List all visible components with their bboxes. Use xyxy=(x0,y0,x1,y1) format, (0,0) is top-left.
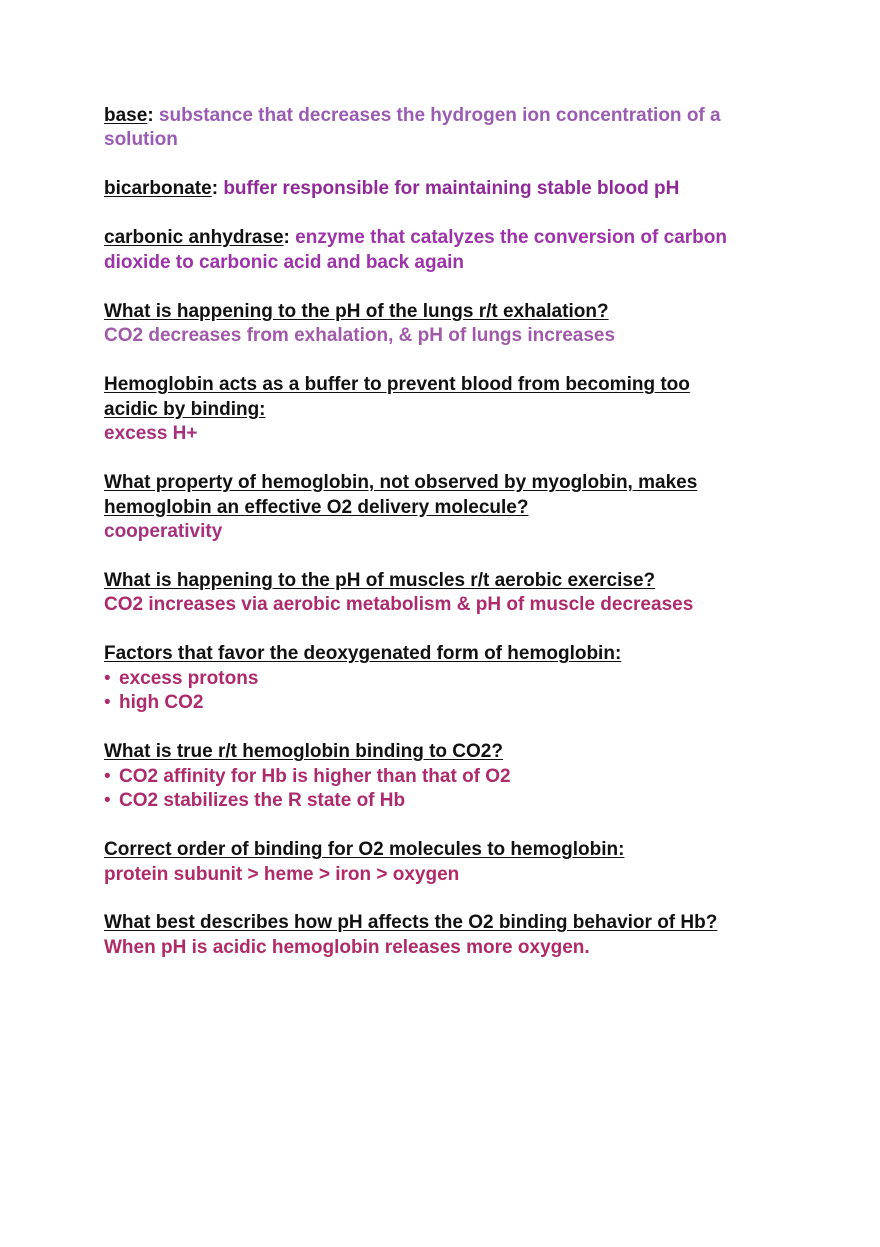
question: Correct order of binding for O2 molecules to hemoglobin: xyxy=(104,839,625,861)
question: What best describes how pH affects the O2 binding behavior of Hb? xyxy=(104,912,718,934)
definition-bicarbonate xyxy=(104,177,727,201)
question: hemoglobin an effective O2 delivery molecule? xyxy=(104,496,529,518)
question: acidic by binding: xyxy=(104,398,266,420)
bullet-icon: • xyxy=(104,667,111,689)
bullet-icon: • xyxy=(104,790,111,812)
answer: excess protons xyxy=(119,667,259,689)
study-notes xyxy=(104,104,727,960)
definition-text: enzyme that catalyzes the conversion of carbon xyxy=(295,227,727,249)
definition-carbonic-anhydrase xyxy=(104,226,727,250)
definition-base xyxy=(104,104,727,128)
question: What is true r/t hemoglobin binding to CO2? xyxy=(104,741,503,763)
answer: When pH is acidic hemoglobin releases more oxygen. xyxy=(104,936,590,958)
question: Factors that favor the deoxygenated form of hemoglobin: xyxy=(104,643,622,665)
answer-bullet-item xyxy=(104,667,727,691)
colon: : xyxy=(283,227,290,249)
definition-text: dioxide to carbonic acid and back again xyxy=(104,251,465,273)
answer: excess H+ xyxy=(104,423,198,445)
colon: : xyxy=(211,178,219,200)
term: carbonic anhydrase xyxy=(104,227,284,249)
answer: CO2 increases via aerobic metabolism & pH of muscle decreases xyxy=(104,594,694,616)
term: bicarbonate xyxy=(104,178,212,200)
colon: : xyxy=(147,105,154,126)
question: What is happening to the pH of muscles r/t aerobic exercise? xyxy=(104,569,656,591)
answer: high CO2 xyxy=(119,692,204,714)
answer: CO2 stabilizes the R state of Hb xyxy=(119,790,406,812)
answer-bullet-item xyxy=(104,765,727,789)
answer: CO2 decreases from exhalation, & pH of lungs increases xyxy=(104,325,616,347)
bullet-icon: • xyxy=(104,765,111,787)
answer: cooperativity xyxy=(104,520,223,542)
question: Hemoglobin acts as a buffer to prevent blood from becoming too xyxy=(104,374,690,396)
bullet-icon: • xyxy=(104,692,111,714)
definition-text: solution xyxy=(104,129,178,151)
answer: protein subunit > heme > iron > oxygen xyxy=(104,863,460,885)
term: base xyxy=(104,105,148,126)
definition-text: buffer responsible for maintaining stable blood pH xyxy=(223,178,680,200)
definition-text: substance that decreases the hydrogen ion concentration of a xyxy=(158,105,721,126)
answer-bullet-item xyxy=(104,789,727,813)
question: What is happening to the pH of the lungs r/t exhalation? xyxy=(104,300,609,322)
question: What property of hemoglobin, not observed by myoglobin, makes xyxy=(104,472,698,494)
answer-bullet-item xyxy=(104,691,727,715)
answer: CO2 affinity for Hb is higher than that of O2 xyxy=(119,765,511,787)
